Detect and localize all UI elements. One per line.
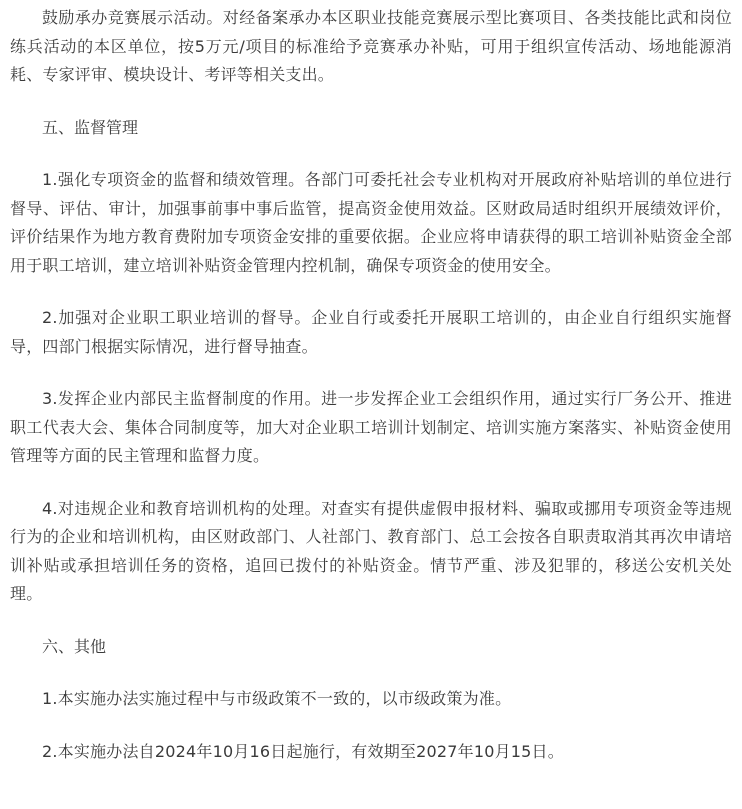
- paragraph-gap: [10, 280, 732, 304]
- paragraph-gap: [10, 361, 732, 385]
- paragraph-gap: [10, 714, 732, 738]
- paragraph-training-inspection: 2.加强对企业职工职业培训的督导。企业自行或委托开展职工培训的，由企业自行组织实施督导，四部门根据实际情况，进行督导抽查。: [10, 308, 732, 356]
- paragraph-fund-supervision: 1.强化专项资金的监督和绩效管理。各部门可委托社会专业机构对开展政府补贴培训的单位进行督导、评估、审计，加强事前事中事后监管，提高资金使用效益。区财政局适时组织开展绩效评价，评价结果作为地方教育费附加专项资金安排的重要依据。企业应将申请获得的职工培训补贴资金全部用于职工培训，建立培训补贴资金管理内控机制，确保专项资金的使用安全。: [10, 170, 732, 275]
- paragraph-democratic-supervision: 3.发挥企业内部民主监督制度的作用。进一步发挥企业工会组织作用，通过实行厂务公开、推进职工代表大会、集体合同制度等，加大对企业职工培训计划制定、培训实施方案落实、补贴资金使用管理等方面的民主管理和监督力度。: [10, 389, 732, 465]
- paragraph-violation-handling: 4.对违规企业和教育培训机构的处理。对查实有提供虚假申报材料、骗取或挪用专项资金等违规行为的企业和培训机构，由区财政部门、人社部门、教育部门、总工会按各自职责取消其再次申请培训补贴或承担培训任务的资格，追回已拨付的补贴资金。情节严重、涉及犯罪的，移送公安机关处理。: [10, 498, 732, 603]
- section-heading-supervision: 五、监督管理: [42, 117, 139, 137]
- section-heading-other: 六、其他: [42, 636, 107, 656]
- paragraph-gap: [10, 142, 732, 166]
- paragraph-gap: [10, 609, 732, 633]
- paragraph-gap: [10, 90, 732, 114]
- paragraph-effective-date: 2.本实施办法自2024年10月16日起施行，有效期至2027年10月15日。: [42, 741, 564, 761]
- paragraph-competition-subsidy: 鼓励承办竞赛展示活动。对经备案承办本区职业技能竞赛展示型比赛项目、各类技能比武和岗位练兵活动的本区单位，按5万元/项目的标准给予竞赛承办补贴，可用于组织宣传活动、场地能源消耗、专家评审、模块设计、考评等相关支出。: [10, 8, 732, 84]
- paragraph-gap: [10, 471, 732, 495]
- paragraph-policy-precedence: 1.本实施办法实施过程中与市级政策不一致的，以市级政策为准。: [42, 689, 512, 708]
- paragraph-gap: [10, 661, 732, 685]
